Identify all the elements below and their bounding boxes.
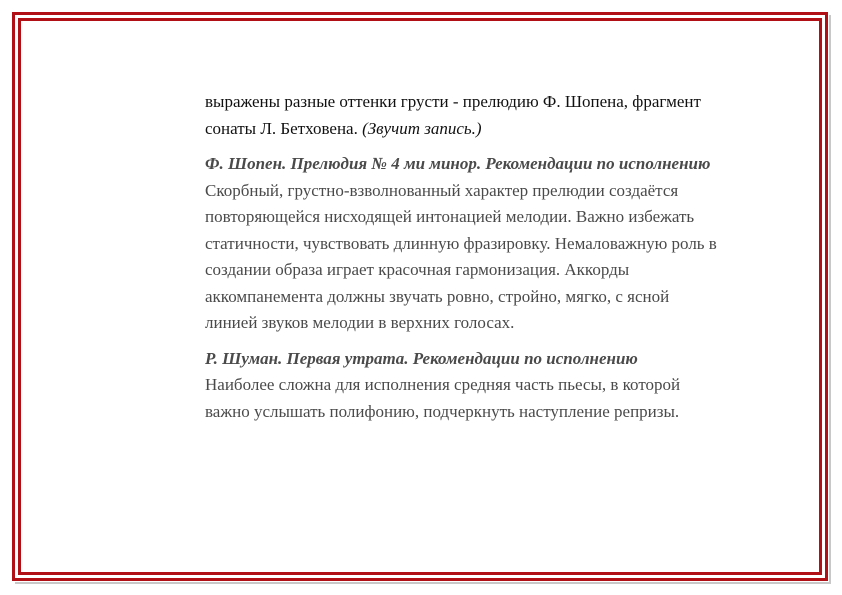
section-chopin	[205, 151, 725, 337]
section-body: Скорбный, грустно-взволнованный характер прелюдии создаётся повторяющейся нисходящей интонацией мелодии. Важно избежать статичности, чувствовать длинную фразировку. Немаловажную роль в создании образа играет красочная гармонизация. Аккорды аккомпанемента должны звучать ровно, стройно, мягко, с ясной линией звуков мелодии в верхних голосах.	[205, 180, 717, 332]
section-schumann	[205, 346, 725, 426]
section-title: Р. Шуман. Первая утрата. Рекомендации по исполнению	[205, 348, 638, 368]
intro-note: (Звучит запись.)	[362, 118, 482, 138]
section-title: Ф. Шопен. Прелюдия № 4 ми минор. Рекомендации по исполнению	[205, 154, 711, 173]
text-content	[205, 89, 725, 425]
section-body: Наиболее сложна для исполнения средняя часть пьесы, в которой важно услышать полифонию, подчеркнуть наступление репризы.	[205, 375, 681, 421]
intro-text: выражены разные оттенки грусти - прелюдию Ф. Шопена, фрагмент сонаты Л. Бетховена.	[205, 92, 701, 138]
intro-paragraph	[205, 89, 725, 142]
